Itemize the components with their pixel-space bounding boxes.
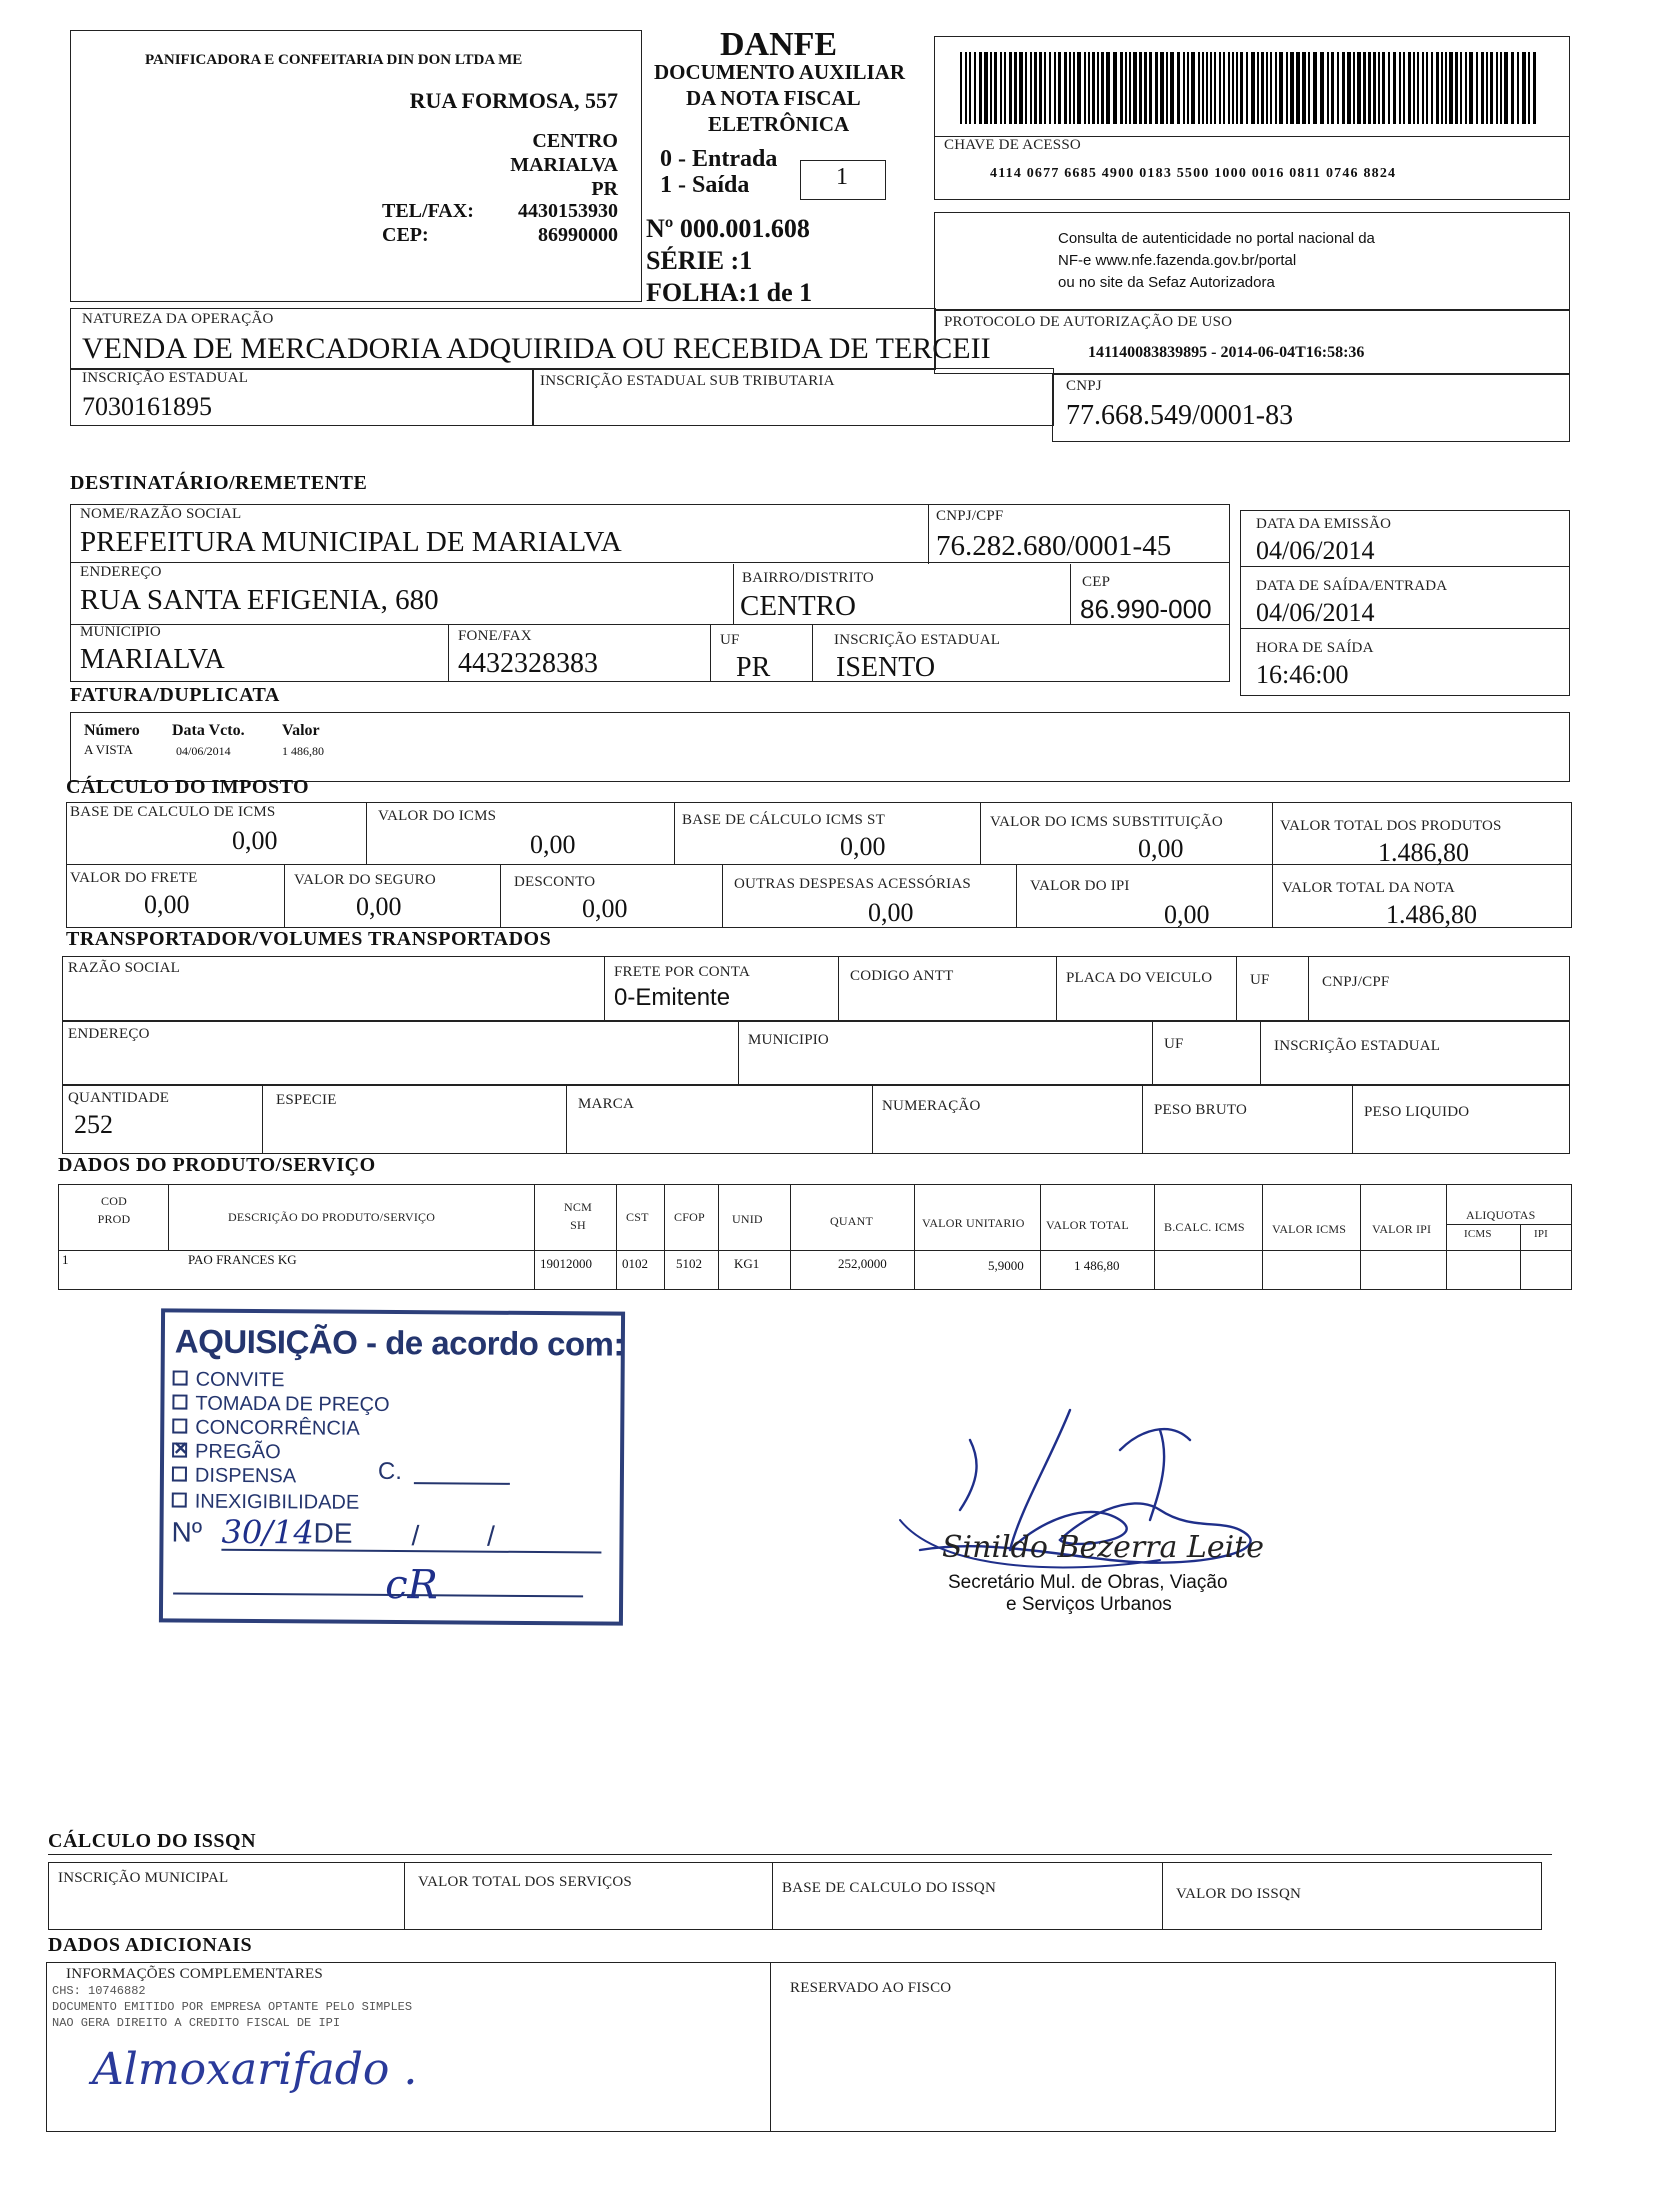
stamp-opt6: INEXIGIBILIDADE [194,1490,360,1514]
barcode-bar [1044,52,1046,124]
barcode-bar [1342,52,1345,124]
barcode-bar [1476,52,1478,124]
barcode-bar [1533,52,1536,124]
barcode [960,52,1540,124]
barcode-bar [1261,52,1264,124]
barcode-bar [1113,52,1117,124]
danfe-tipo: 1 [836,164,848,190]
dest-nome-label: NOME/RAZÃO SOCIAL [80,506,242,522]
barcode-bar [1449,52,1453,124]
emitente-street: RUA FORMOSA, 557 [409,88,618,113]
barcode-bar [1092,52,1095,124]
barcode-bar [1286,52,1288,124]
imp-seguro-label: VALOR DO SEGURO [294,872,436,888]
danfe-entrada: 0 - Entrada [660,146,778,172]
barcode-bar [1455,52,1458,124]
barcode-bar [979,52,982,124]
barcode-bar [1251,52,1255,124]
issqn-v-label: VALOR DO ISSQN [1176,1886,1302,1902]
imp-bc-st: 0,00 [840,832,886,861]
fatura-valor: 1 486,80 [282,744,324,758]
dest-endereco-label: ENDEREÇO [80,564,162,580]
dest-ie: ISENTO [836,652,936,683]
dest-bairro-label: BAIRRO/DISTRITO [742,570,874,586]
prod-h-vicms: VALOR ICMS [1272,1222,1347,1236]
barcode-bar [990,52,992,124]
stamp-checkbox-3 [172,1419,187,1434]
barcode-bar [1460,52,1462,124]
fatura-h-numero: Número [84,722,140,739]
dest-hora-label: HORA DE SAÍDA [1256,640,1374,656]
signature-role-line1: Secretário Mul. de Obras, Viação [948,1572,1228,1593]
barcode-bar [1133,52,1137,124]
tr-antt-label: CODIGO ANTT [850,968,954,984]
issqn-bc-label: BASE DE CALCULO DO ISSQN [782,1880,996,1896]
tr-placa-label: PLACA DO VEICULO [1066,970,1213,986]
consulta-line1: Consulta de autenticidade no portal nacional da [1058,230,1375,247]
dest-fone: 4432328383 [458,648,598,679]
barcode-bar [1393,52,1396,124]
adic-line3: NAO GERA DIREITO A CREDITO FISCAL DE IPI [52,2016,341,2030]
barcode-bar [1139,52,1142,124]
barcode-bar [1353,52,1355,124]
prod-h-ncm: NCM SH [564,1200,592,1232]
imposto-title: CÁLCULO DO IMPOSTO [66,776,310,798]
barcode-bar [1327,52,1329,124]
danfe-title: DANFE [720,26,838,63]
dest-hora: 16:46:00 [1256,660,1349,689]
barcode-bar [1465,52,1467,124]
imp-frete-label: VALOR DO FRETE [70,870,198,886]
barcode-bar [1039,52,1042,124]
barcode-bar [965,52,967,124]
produtos-title: DADOS DO PRODUTO/SERVIÇO [58,1154,376,1176]
barcode-bar [1275,52,1277,124]
prod-row-cfop: 5102 [676,1256,702,1271]
barcode-bar [1106,52,1110,124]
ie-sub-label: INSCRIÇÃO ESTADUAL SUB TRIBUTARIA [540,373,835,389]
imp-total-nota-label: VALOR TOTAL DA NOTA [1282,880,1455,896]
dest-saida: 04/06/2014 [1256,598,1375,627]
barcode-bar [1511,52,1514,124]
barcode-bar [1187,52,1189,124]
emitente-tel: 4430153930 [518,200,618,222]
imp-icms-label: VALOR DO ICMS [378,808,497,824]
barcode-bar [1058,52,1061,124]
imp-icms-st-label: VALOR DO ICMS SUBSTITUIÇÃO [990,814,1223,830]
danfe-folha: FOLHA:1 de 1 [646,278,813,307]
barcode-bar [1183,52,1185,124]
stamp-opt3: CONCORRÊNCIA [195,1416,360,1440]
barcode-bar [1030,52,1032,124]
aquisicao-stamp [159,1308,625,1625]
barcode-bar [1206,52,1208,124]
tr-frete-label: FRETE POR CONTA [614,964,750,980]
dest-nome: PREFEITURA MUNICIPAL DE MARIALVA [80,526,622,558]
tr-quantidade-label: QUANTIDADE [68,1090,170,1106]
barcode-bar [1517,52,1519,124]
barcode-bar [1320,52,1324,124]
barcode-bar [1257,52,1259,124]
issqn-vts-label: VALOR TOTAL DOS SERVIÇOS [418,1874,632,1890]
emitente-district: CENTRO [532,130,618,152]
stamp-checkbox-2 [172,1395,187,1410]
prod-row-ncm: 19012000 [540,1256,592,1271]
barcode-bar [1347,52,1351,124]
imp-total-prod-label: VALOR TOTAL DOS PRODUTOS [1280,818,1502,834]
barcode-bar [1431,52,1433,124]
barcode-bar [1064,52,1067,124]
stamp-title: AQUISIÇÃO - de acordo com: [174,1322,625,1363]
barcode-bar [1088,52,1090,124]
barcode-bar [1232,52,1234,124]
barcode-bar [1399,52,1401,124]
barcode-bar [1034,52,1037,124]
barcode-bar [1236,52,1238,124]
adic-handwritten: Almoxarifado . [92,2044,418,2095]
tr-marca-label: MARCA [578,1096,635,1112]
fatura-title: FATURA/DUPLICATA [70,684,280,706]
barcode-bar [1363,52,1366,124]
dest-bairro: CENTRO [740,590,856,622]
barcode-bar [1266,52,1268,124]
prod-row-vunit: 5,9000 [988,1258,1024,1273]
barcode-bar [994,52,997,124]
imp-ipi-label: VALOR DO IPI [1030,878,1130,894]
chave-value: 4114 0677 6685 4900 0183 5500 1000 0016 0811 0746 8824 [990,166,1397,181]
barcode-bar [1120,52,1123,124]
tr-uf-label: UF [1250,972,1270,988]
barcode-bar [1500,52,1502,124]
barcode-bar [1097,52,1099,124]
dest-ie-label: INSCRIÇÃO ESTADUAL [834,632,1001,648]
prod-h-cst: CST [626,1210,649,1224]
barcode-bar [1373,52,1376,124]
signature-role-line2: e Serviços Urbanos [1006,1594,1172,1615]
prod-row-cst: 0102 [622,1256,648,1271]
barcode-bar [1025,52,1027,124]
barcode-bar [1422,52,1424,124]
signature-name: Sinildo Bezerra Leite [942,1530,1265,1565]
barcode-bar [1279,52,1283,124]
imp-icms-st: 0,00 [1138,834,1184,863]
imp-bc-icms: 0,00 [232,826,278,855]
adic-info-label: INFORMAÇÕES COMPLEMENTARES [66,1966,323,1982]
barcode-bar [1528,52,1530,124]
adic-line1: CHS: 10746882 [52,1984,146,1998]
barcode-bar [1144,52,1147,124]
dest-cnpj: 76.282.680/0001-45 [936,530,1172,562]
prod-h-aliq: ALIQUOTAS [1466,1208,1536,1222]
stamp-checkbox-6 [172,1493,187,1508]
barcode-bar [1202,52,1204,124]
stamp-num-label: Nº [171,1516,203,1548]
fatura-h-data: Data Vcto. [172,722,245,739]
barcode-bar [1000,52,1002,124]
barcode-bar [1009,52,1012,124]
stamp-checkbox-4-checked: ✕ [173,1438,189,1459]
emitente-cep-label: CEP: [382,224,429,246]
stamp-c-label: C. [377,1457,403,1486]
dest-saida-label: DATA DE SAÍDA/ENTRADA [1256,578,1448,594]
tr-ie-label: INSCRIÇÃO ESTADUAL [1274,1038,1441,1054]
barcode-bar [1445,52,1447,124]
adic-line2: DOCUMENTO EMITIDO POR EMPRESA OPTANTE PELO SIMPLES [52,2000,413,2014]
protocolo-label: PROTOCOLO DE AUTORIZAÇÃO DE USO [944,314,1233,330]
prod-h-desc: DESCRIÇÃO DO PRODUTO/SERVIÇO [228,1210,436,1224]
tr-municipio-label: MUNICIPIO [748,1032,829,1048]
dest-emissao-label: DATA DA EMISSÃO [1256,516,1392,532]
barcode-bar [1129,52,1131,124]
produtos-table [58,1184,1572,1290]
barcode-bar [1228,52,1230,124]
barcode-bar [1308,52,1310,124]
barcode-bar [1296,52,1300,124]
barcode-bar [1246,52,1248,124]
prod-h-vtotal: VALOR TOTAL [1046,1218,1129,1232]
barcode-bar [1436,52,1439,124]
barcode-bar [1504,52,1508,124]
danfe-saida: 1 - Saída [660,172,750,198]
barcode-bar [1382,52,1385,124]
barcode-bar [1077,52,1081,124]
chave-label: CHAVE DE ACESSO [944,137,1081,153]
issqn-im-label: INSCRIÇÃO MUNICIPAL [58,1870,229,1886]
imp-bc-icms-label: BASE DE CALCULO DE ICMS [70,804,276,820]
barcode-bar [1490,52,1493,124]
tr-uf2-label: UF [1164,1036,1184,1052]
dest-fone-label: FONE/FAX [458,628,532,644]
barcode-bar [1313,52,1317,124]
dest-cep: 86.990-000 [1080,594,1212,624]
barcode-bar [1413,52,1415,124]
barcode-bar [1214,52,1216,124]
barcode-bar [1302,52,1306,124]
tr-frete: 0-Emitente [614,984,731,1011]
tr-razao-label: RAZÃO SOCIAL [68,960,180,976]
barcode-bar [1049,52,1051,124]
imp-desconto: 0,00 [582,894,628,923]
barcode-bar [1357,52,1361,124]
prod-row-quant: 252,0000 [838,1256,887,1271]
prod-h-cfop: CFOP [674,1210,705,1224]
barcode-bar [1210,52,1212,124]
stamp-opt4: PREGÃO [195,1440,281,1464]
barcode-bar [1223,52,1225,124]
barcode-bar [1019,52,1023,124]
barcode-bar [1417,52,1419,124]
barcode-bar [1441,52,1443,124]
tr-numeracao-label: NUMERAÇÃO [882,1098,981,1114]
imp-total-prod: 1.486,80 [1378,838,1469,867]
emitente-tel-label: TEL/FAX: [382,200,474,222]
barcode-bar [1125,52,1127,124]
barcode-bar [1331,52,1334,124]
destinatario-title: DESTINATÁRIO/REMETENTE [70,472,368,494]
stamp-opt2: TOMADA DE PREÇO [195,1392,390,1416]
barcode-bar [1496,52,1498,124]
fatura-h-valor: Valor [282,722,320,739]
barcode-bar [1177,52,1180,124]
barcode-bar [1368,52,1371,124]
ie-value: 7030161895 [82,392,212,421]
cnpj-label: CNPJ [1066,378,1102,394]
barcode-bar [1388,52,1390,124]
stamp-num-value: 30/14 [221,1512,314,1552]
imp-ipi: 0,00 [1164,900,1210,929]
emitente-name: PANIFICADORA E CONFEITARIA DIN DON LTDA ME [145,52,523,68]
prod-h-vunit: VALOR UNITARIO [922,1216,1025,1230]
tr-peso-bruto-label: PESO BRUTO [1154,1102,1247,1118]
danfe-subtitle-2: DA NOTA FISCAL [686,86,861,110]
dest-municipio: MARIALVA [80,644,225,675]
adic-fisco-label: RESERVADO AO FISCO [790,1980,952,1996]
tr-especie-label: ESPECIE [276,1092,337,1108]
issqn-title: CÁLCULO DO ISSQN [48,1830,257,1852]
barcode-bar [1084,52,1086,124]
barcode-bar [1191,52,1195,124]
stamp-checkbox-1 [173,1371,188,1386]
barcode-bar [1481,52,1484,124]
imp-icms: 0,00 [530,830,576,859]
dest-endereco: RUA SANTA EFIGENIA, 680 [80,584,439,616]
imp-outras-label: OUTRAS DESPESAS ACESSÓRIAS [734,876,971,892]
barcode-bar [1408,52,1411,124]
barcode-bar [1198,52,1200,124]
barcode-bar [1378,52,1380,124]
ie-label: INSCRIÇÃO ESTADUAL [82,370,249,386]
prod-h-unid: UNID [732,1212,763,1226]
barcode-bar [1101,52,1104,124]
barcode-bar [1160,52,1164,124]
barcode-bar [1170,52,1174,124]
dest-municipio-label: MUNICIPIO [80,624,161,640]
stamp-checkbox-5 [172,1467,187,1482]
prod-h-vipi: VALOR IPI [1372,1222,1432,1236]
prod-row-cod: 1 [62,1252,69,1267]
barcode-bar [1054,52,1056,124]
prod-row-unid: KG1 [734,1256,760,1271]
barcode-bar [969,52,971,124]
stamp-opt1: CONVITE [195,1368,285,1392]
tr-cnpj-label: CNPJ/CPF [1322,974,1390,990]
barcode-bar [1270,52,1272,124]
barcode-bar [1522,52,1526,124]
danfe-numero: Nº 000.001.608 [646,214,810,243]
prod-h-aliq-icms: ICMS [1464,1228,1492,1240]
barcode-bar [1149,52,1152,124]
imp-frete: 0,00 [144,890,190,919]
fatura-data: 04/06/2014 [176,744,231,758]
prod-h-cod: COD PROD [97,1194,131,1226]
barcode-bar [960,52,962,124]
stamp-opt5: DISPENSA [194,1464,297,1488]
barcode-bar [1290,52,1294,124]
stamp-date-sep: / / [411,1520,525,1552]
barcode-bar [1219,52,1221,124]
imp-desconto-label: DESCONTO [514,874,596,890]
imp-bc-st-label: BASE DE CÁLCULO ICMS ST [682,812,885,828]
consulta-line2: NF-e www.nfe.fazenda.gov.br/portal [1058,252,1297,269]
prod-h-quant: QUANT [830,1214,873,1228]
barcode-bar [1073,52,1075,124]
imp-seguro: 0,00 [356,892,402,921]
adicionais-title: DADOS ADICIONAIS [48,1934,253,1956]
tr-endereco-label: ENDEREÇO [68,1026,150,1042]
protocolo-value: 141140083839895 - 2014-06-04T16:58:36 [1088,344,1365,361]
barcode-bar [1155,52,1158,124]
barcode-bar [1337,52,1339,124]
prod-row-vtotal: 1 486,80 [1074,1258,1120,1273]
imp-outras: 0,00 [868,898,914,927]
barcode-bar [1426,52,1428,124]
prod-h-bcalc: B.CALC. ICMS [1164,1220,1245,1234]
barcode-bar [1240,52,1243,124]
barcode-bar [984,52,988,124]
imp-total-nota: 1.486,80 [1386,900,1477,929]
barcode-bar [974,52,976,124]
danfe-subtitle-1: DOCUMENTO AUXILIAR [654,60,906,84]
barcode-bar [1069,52,1071,124]
dest-cep-label: CEP [1082,574,1111,590]
emitente-state: PR [591,178,618,200]
barcode-bar [1403,52,1405,124]
natureza-label: NATUREZA DA OPERAÇÃO [82,311,274,327]
barcode-bar [1166,52,1168,124]
stamp-initials: cR [385,1561,438,1609]
tr-quantidade: 252 [74,1110,113,1139]
dest-uf: PR [736,652,771,683]
consulta-line3: ou no site da Sefaz Autorizadora [1058,274,1275,291]
transporte-title: TRANSPORTADOR/VOLUMES TRANSPORTADOS [66,928,552,950]
barcode-bar [1469,52,1473,124]
barcode-bar [1014,52,1017,124]
emitente-cep: 86990000 [538,224,618,246]
dest-uf-label: UF [720,632,740,648]
tr-peso-liquido-label: PESO LIQUIDO [1364,1104,1470,1120]
prod-h-aliq-ipi: IPI [1534,1228,1549,1240]
natureza-value: VENDA DE MERCADORIA ADQUIRIDA OU RECEBIDA DE TERCEII [82,332,991,365]
stamp-de-label: DE [313,1517,353,1549]
danfe-subtitle-3: ELETRÔNICA [708,112,850,136]
cnpj-value: 77.668.549/0001-83 [1066,400,1294,431]
dest-emissao: 04/06/2014 [1256,536,1375,565]
barcode-bar [1004,52,1006,124]
emitente-city: MARIALVA [510,154,618,176]
prod-row-desc: PAO FRANCES KG [188,1252,297,1267]
danfe-serie: SÉRIE :1 [646,246,753,275]
dest-cnpj-label: CNPJ/CPF [936,508,1004,524]
barcode-bar [1486,52,1488,124]
fatura-numero: A VISTA [84,742,133,757]
